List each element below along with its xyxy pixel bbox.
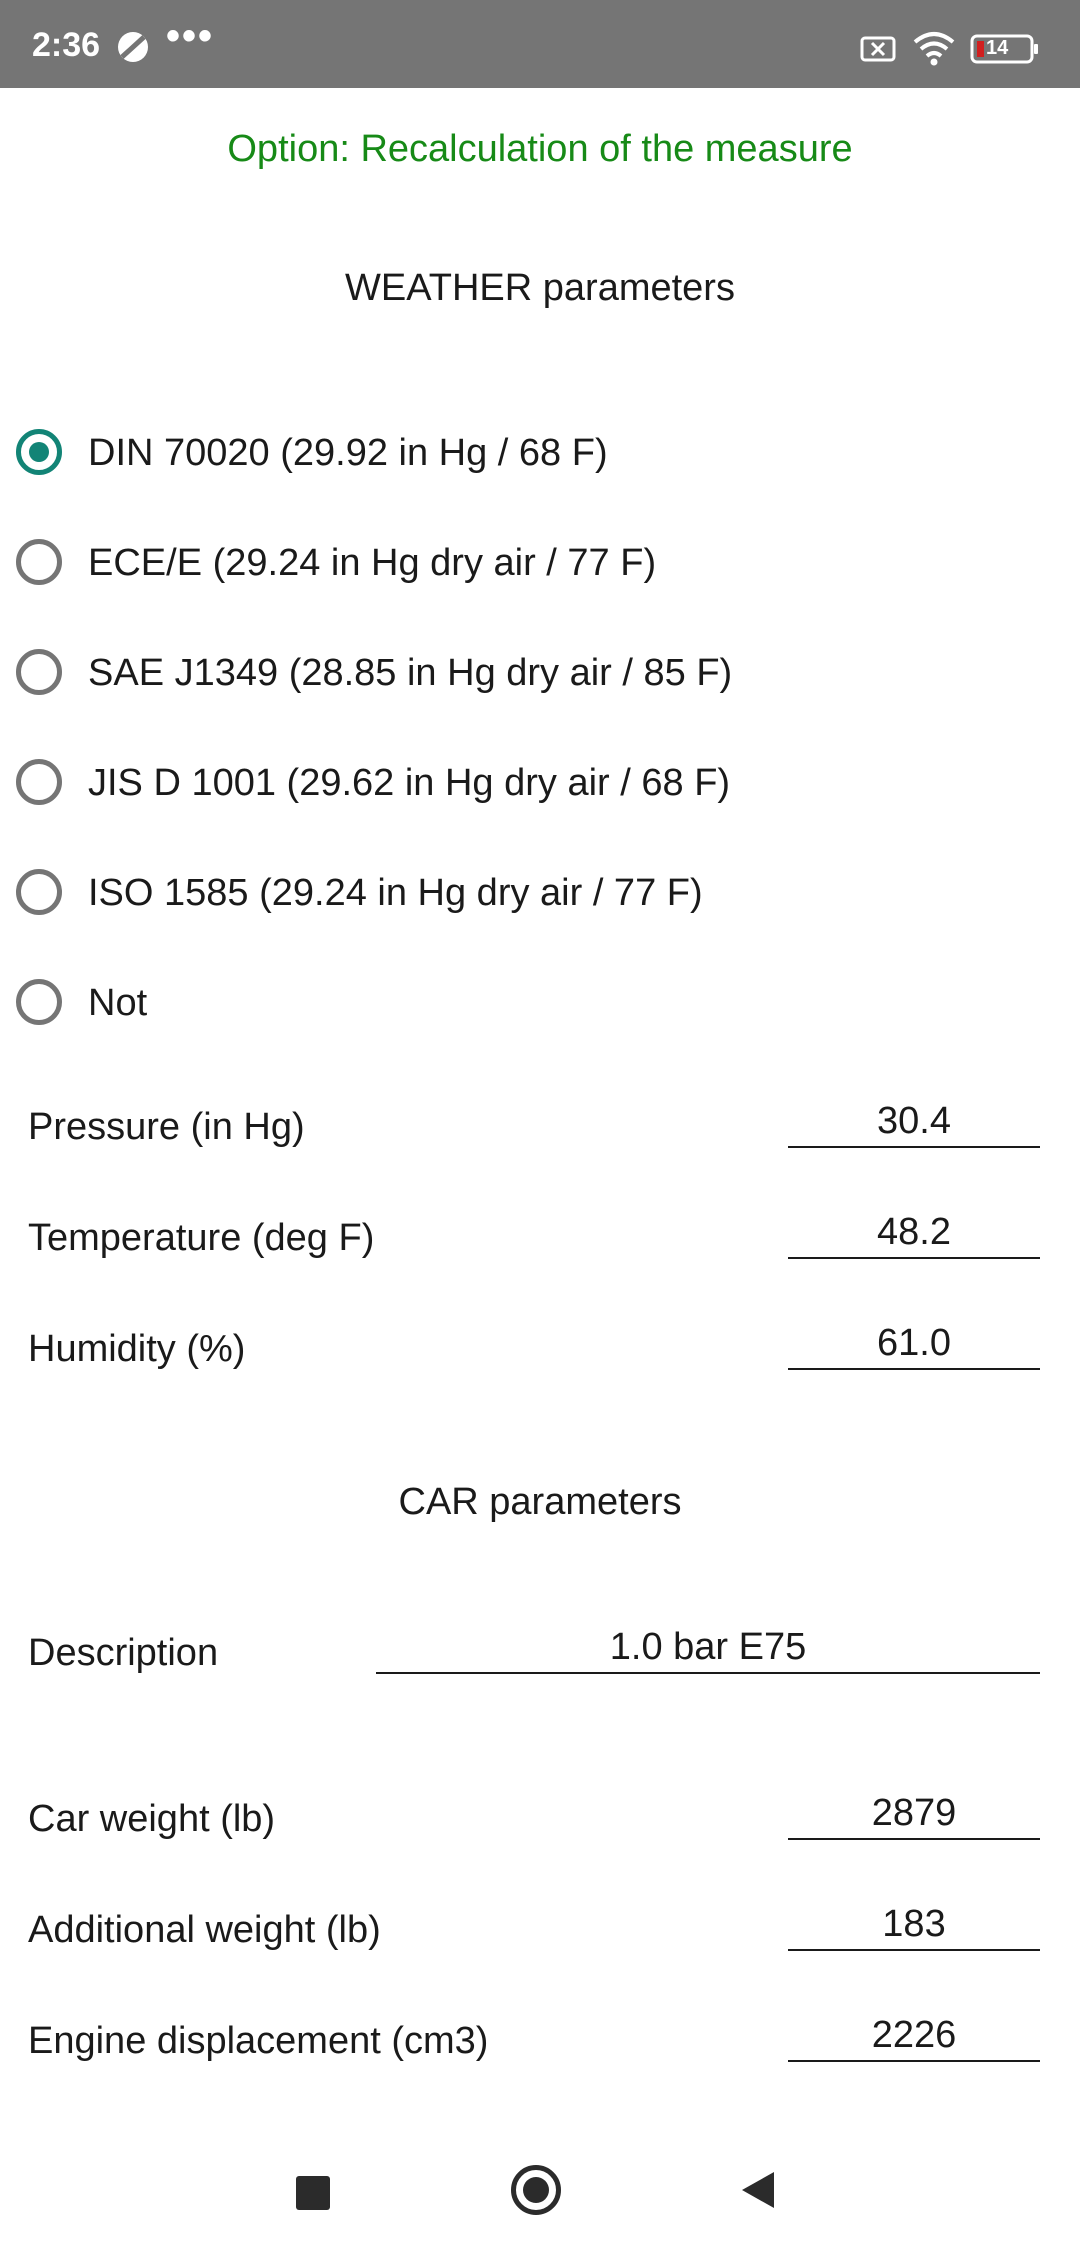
radio-unchecked-icon xyxy=(16,759,62,805)
radio-unchecked-icon xyxy=(16,869,62,915)
home-icon[interactable] xyxy=(511,2165,561,2215)
engine-displacement-input[interactable]: 2226 xyxy=(788,2010,1040,2062)
temperature-label: Temperature (deg F) xyxy=(28,1217,375,1259)
radio-checked-icon xyxy=(16,429,62,475)
temperature-input[interactable]: 48.2 xyxy=(788,1207,1040,1259)
engine-displacement-label: Engine displacement (cm3) xyxy=(28,2020,489,2062)
status-time: 2:36 xyxy=(32,26,101,64)
radio-label: SAE J1349 (28.85 in Hg dry air / 85 F) xyxy=(88,652,733,694)
car-weight-label: Car weight (lb) xyxy=(28,1798,276,1840)
radio-jis-d-1001[interactable] xyxy=(14,750,1054,820)
radio-unchecked-icon xyxy=(16,979,62,1025)
radio-unchecked-icon xyxy=(16,649,62,695)
radio-label: Not xyxy=(88,982,148,1024)
radio-label: DIN 70020 (29.92 in Hg / 68 F) xyxy=(88,432,608,474)
weather-heading: WEATHER parameters xyxy=(345,267,735,309)
humidity-input[interactable]: 61.0 xyxy=(788,1318,1040,1370)
back-icon[interactable] xyxy=(740,2170,776,2210)
radio-label: ISO 1585 (29.24 in Hg dry air / 77 F) xyxy=(88,872,703,914)
radio-label: ECE/E (29.24 in Hg dry air / 77 F) xyxy=(88,542,657,584)
pressure-input[interactable]: 30.4 xyxy=(788,1096,1040,1148)
wifi-icon xyxy=(912,30,956,66)
radio-not[interactable] xyxy=(14,970,1054,1040)
status-bar xyxy=(0,0,1080,88)
description-input[interactable]: 1.0 bar E75 xyxy=(376,1622,1040,1674)
more-notifications-icon: ••• xyxy=(166,14,215,58)
navigation-bar xyxy=(0,2140,1080,2248)
description-label: Description xyxy=(28,1632,219,1674)
humidity-label: Humidity (%) xyxy=(28,1328,246,1370)
pressure-label: Pressure (in Hg) xyxy=(28,1106,305,1148)
radio-iso-1585[interactable] xyxy=(14,860,1054,930)
car-heading: CAR parameters xyxy=(398,1481,682,1523)
battery-level: 14 xyxy=(986,37,1009,59)
recents-icon[interactable] xyxy=(296,2176,330,2210)
sim-card-icon xyxy=(860,36,896,62)
radio-label: JIS D 1001 (29.62 in Hg dry air / 68 F) xyxy=(88,762,731,804)
additional-weight-input[interactable]: 183 xyxy=(788,1899,1040,1951)
page-title: Option: Recalculation of the measure xyxy=(227,128,853,170)
car-weight-input[interactable]: 2879 xyxy=(788,1788,1040,1840)
radio-din-70020[interactable] xyxy=(14,420,1054,490)
radio-unchecked-icon xyxy=(16,539,62,585)
radio-ece-e[interactable] xyxy=(14,530,1054,600)
radio-sae-j1349[interactable] xyxy=(14,640,1054,710)
moon-icon xyxy=(116,30,150,64)
additional-weight-label: Additional weight (lb) xyxy=(28,1909,381,1951)
